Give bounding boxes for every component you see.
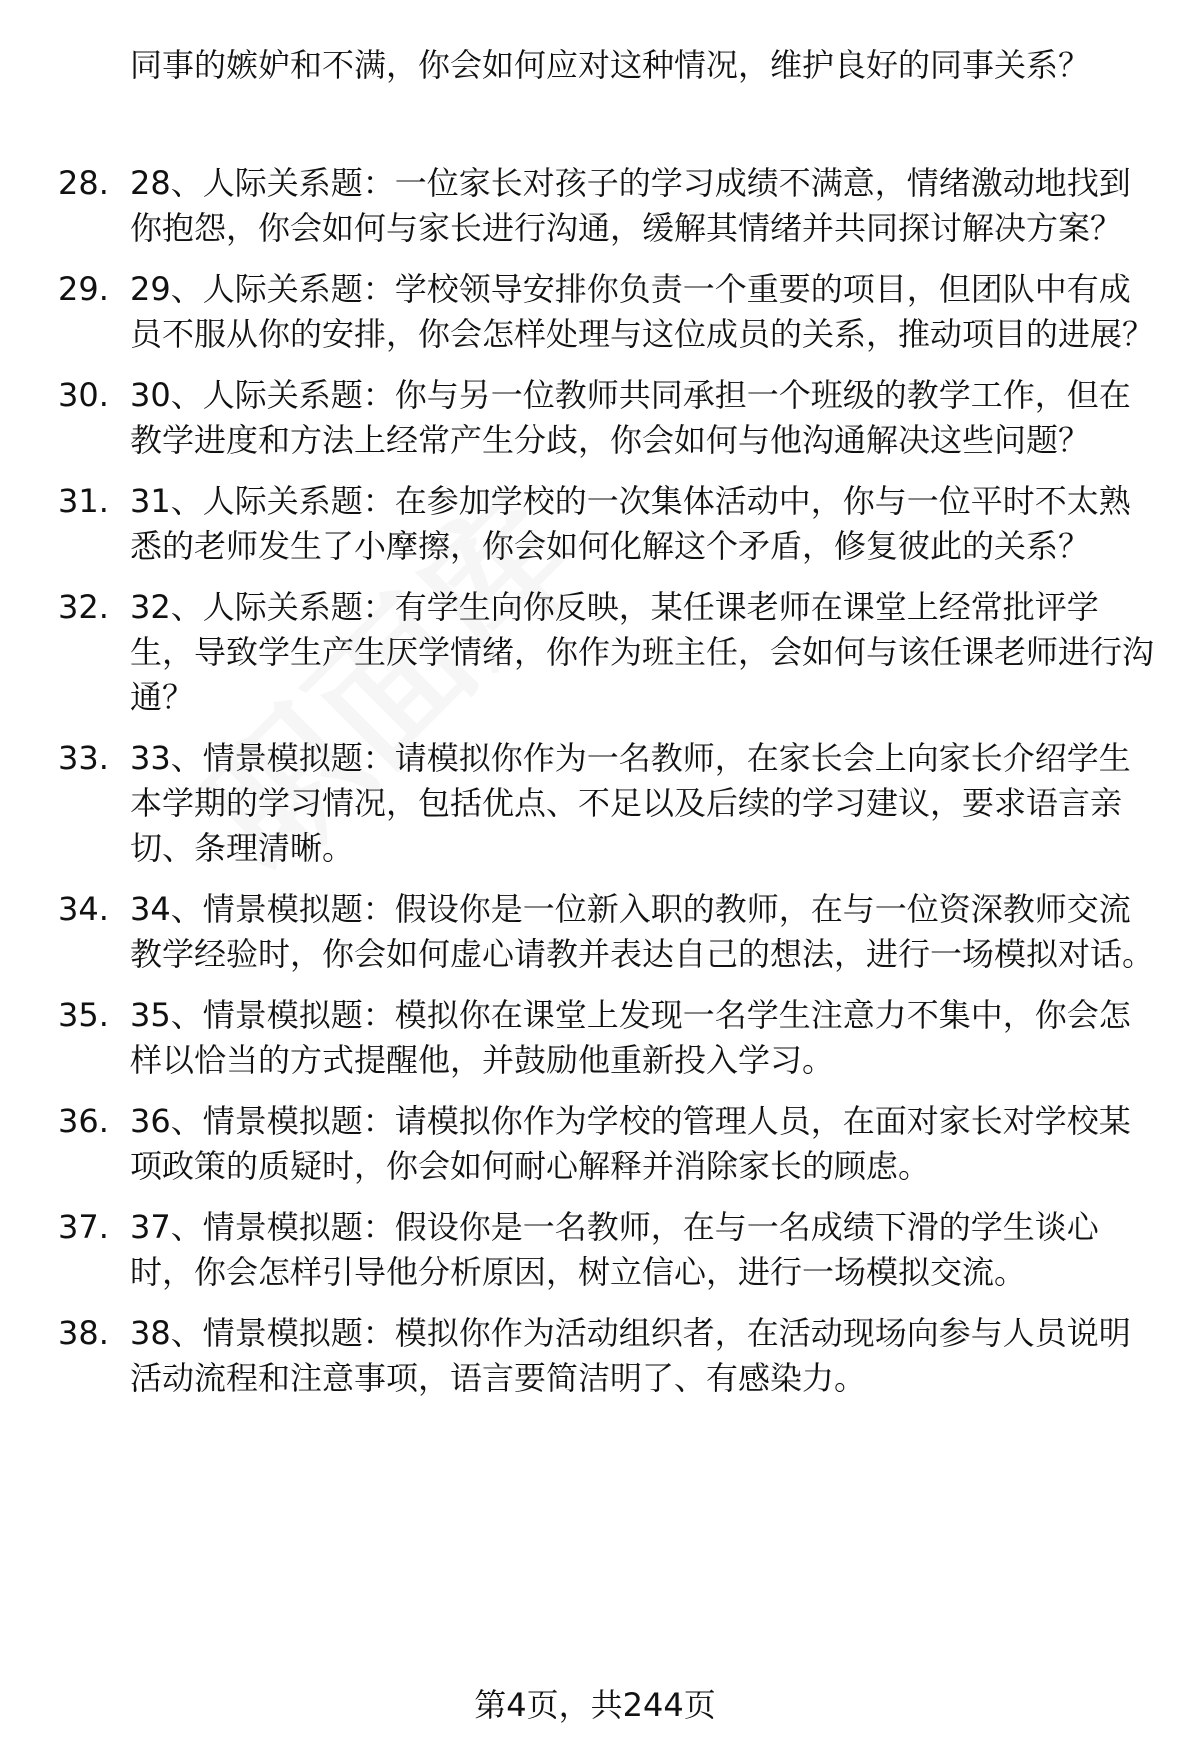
question-item [0, 887, 1160, 977]
question-item [0, 993, 1160, 1083]
question-item [0, 585, 1160, 720]
question-number: 32. [58, 588, 109, 626]
question-text: 33、情景模拟题：请模拟你作为一名教师，在家长会上向家长介绍学生本学期的学习情况，包括优点、不足以及后续的学习建议，要求语言亲切、条理清晰。 [130, 739, 1131, 867]
question-number: 37. [58, 1208, 109, 1246]
question-text: 28、人际关系题：一位家长对孩子的学习成绩不满意，情绪激动地找到你抱怨，你会如何与家长进行沟通，缓解其情绪并共同探讨解决方案？ [130, 164, 1131, 247]
continuation-paragraph: 同事的嫉妒和不满，你会如何应对这种情况，维护良好的同事关系？ [130, 46, 1091, 84]
question-item [0, 736, 1160, 871]
question-item [0, 1099, 1160, 1189]
question-text: 32、人际关系题：有学生向你反映，某任课老师在课堂上经常批评学生，导致学生产生厌学情绪，你作为班主任，会如何与该任课老师进行沟通？ [130, 588, 1155, 716]
question-text: 37、情景模拟题：假设你是一名教师，在与一名成绩下滑的学生谈心时，你会怎样引导他分析原因，树立信心，进行一场模拟交流。 [130, 1208, 1099, 1291]
question-number: 33. [58, 739, 109, 777]
question-number: 38. [58, 1314, 109, 1352]
question-number: 29. [58, 270, 109, 308]
question-number: 31. [58, 482, 109, 520]
question-item [0, 1311, 1160, 1401]
question-text: 30、人际关系题：你与另一位教师共同承担一个班级的教学工作，但在教学进度和方法上经常产生分歧，你会如何与他沟通解决这些问题？ [130, 376, 1131, 459]
question-list [0, 161, 1190, 1417]
question-text: 29、人际关系题：学校领导安排你负责一个重要的项目，但团队中有成员不服从你的安排，你会怎样处理与这位成员的关系，推动项目的进展？ [130, 270, 1155, 353]
question-item [0, 373, 1160, 463]
question-text: 34、情景模拟题：假设你是一位新入职的教师，在与一位资深教师交流教学经验时，你会如何虚心请教并表达自己的想法，进行一场模拟对话。 [130, 890, 1155, 973]
question-text: 31、人际关系题：在参加学校的一次集体活动中，你与一位平时不太熟悉的老师发生了小摩擦，你会如何化解这个矛盾，修复彼此的关系？ [130, 482, 1131, 565]
question-item [0, 161, 1160, 251]
question-number: 28. [58, 164, 109, 202]
question-item [0, 1205, 1160, 1295]
question-number: 30. [58, 376, 109, 414]
question-text: 36、情景模拟题：请模拟你作为学校的管理人员，在面对家长对学校某项政策的质疑时，你会如何耐心解释并消除家长的顾虑。 [130, 1102, 1131, 1185]
question-text: 38、情景模拟题：模拟你作为活动组织者，在活动现场向参与人员说明活动流程和注意事项，语言要简洁明了、有感染力。 [130, 1314, 1131, 1397]
question-number: 34. [58, 890, 109, 928]
question-number: 36. [58, 1102, 109, 1140]
question-number: 35. [58, 996, 109, 1034]
page-footer: 第4页，共244页 [474, 1686, 716, 1724]
question-text: 35、情景模拟题：模拟你在课堂上发现一名学生注意力不集中，你会怎样以恰当的方式提醒他，并鼓励他重新投入学习。 [130, 996, 1131, 1079]
question-item [0, 267, 1160, 357]
question-item [0, 479, 1160, 569]
